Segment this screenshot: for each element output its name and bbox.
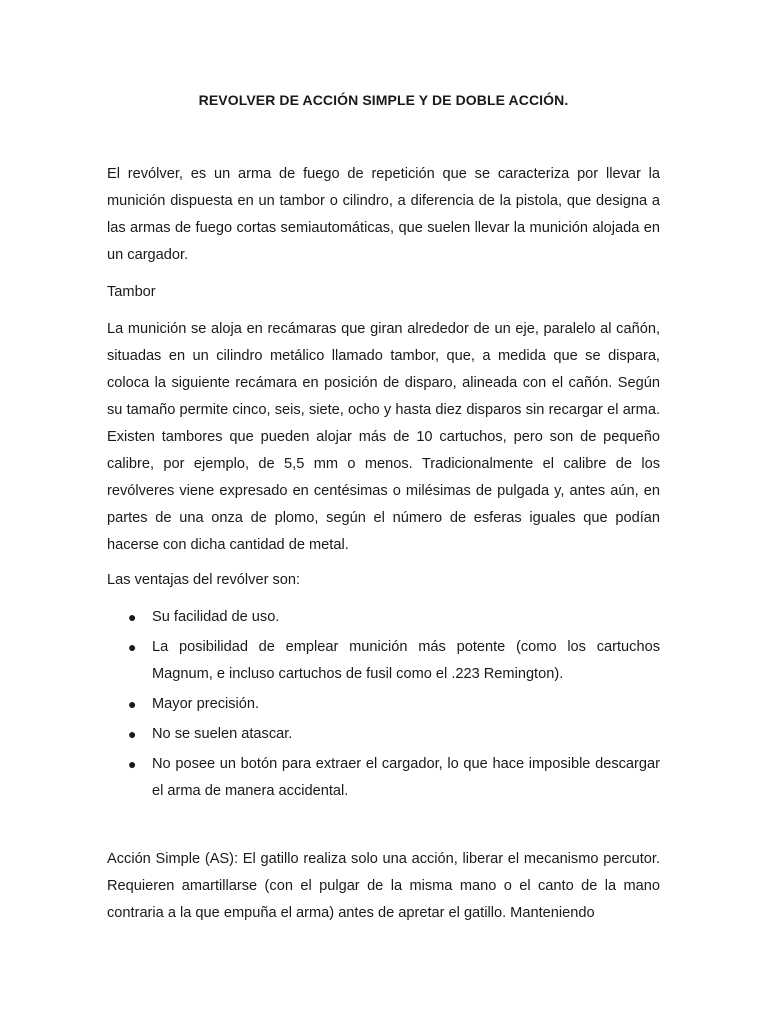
- list-item: [107, 751, 660, 805]
- list-item-text: No posee un botón para extraer el cargador, lo que hace imposible descargar el arma de manera accidental.: [152, 756, 660, 799]
- list-item-text: La posibilidad de emplear munición más potente (como los cartuchos Magnum, e incluso cartuchos de fusil como el .223 Remington).: [152, 639, 660, 682]
- tambor-heading: Tambor: [107, 284, 156, 300]
- list-item: [107, 604, 660, 631]
- bullet-icon: ●: [128, 726, 137, 742]
- list-item: [107, 691, 660, 718]
- list-item-text: No se suelen atascar.: [152, 726, 293, 742]
- ventajas-list: [107, 604, 660, 808]
- tambor-paragraph: La munición se aloja en recámaras que giran alrededor de un eje, paralelo al cañón, situadas en un cilindro metálico llamado tambor, que, a medida que se dispara, coloca la siguiente recámara en posición de disparo, alineada con el cañón. Según su tamaño permite cinco, seis, siete, ocho y hasta diez disparos sin recargar el arma. Existen tambores que pueden alojar más de 10 cartuchos, pero son de pequeño calibre, por ejemplo, de 5,5 mm o menos. Tradicionalmente el calibre de los revólveres viene expresado en centésimas o milésimas de pulgada y, antes aún, en partes de una onza de plomo, según el número de esferas iguales que podían hacerse con dicha cantidad de metal.: [107, 321, 660, 553]
- bullet-icon: ●: [128, 696, 137, 712]
- list-item: [107, 634, 660, 688]
- intro-paragraph: El revólver, es un arma de fuego de repetición que se caracteriza por llevar la munición dispuesta en un tambor o cilindro, a diferencia de la pistola, que designa a las armas de fuego cortas semiautomáticas, que suelen llevar la munición alojada en un cargador.: [107, 166, 660, 263]
- bullet-icon: ●: [128, 756, 137, 772]
- list-item-text: Su facilidad de uso.: [152, 609, 280, 625]
- bullet-icon: ●: [128, 639, 137, 655]
- ventajas-intro: Las ventajas del revólver son:: [107, 572, 301, 588]
- list-item-text: Mayor precisión.: [152, 696, 260, 712]
- list-item: [107, 721, 660, 748]
- accion-simple-paragraph: Acción Simple (AS): El gatillo realiza solo una acción, liberar el mecanismo percutor. Requieren amartillarse (con el pulgar de la misma mano o el canto de la mano contraria a la que empuña el arma) antes de apretar el gatillo. Manteniendo: [107, 851, 660, 921]
- bullet-icon: ●: [128, 609, 137, 625]
- document-title: REVOLVER DE ACCIÓN SIMPLE Y DE DOBLE ACCIÓN.: [198, 92, 569, 108]
